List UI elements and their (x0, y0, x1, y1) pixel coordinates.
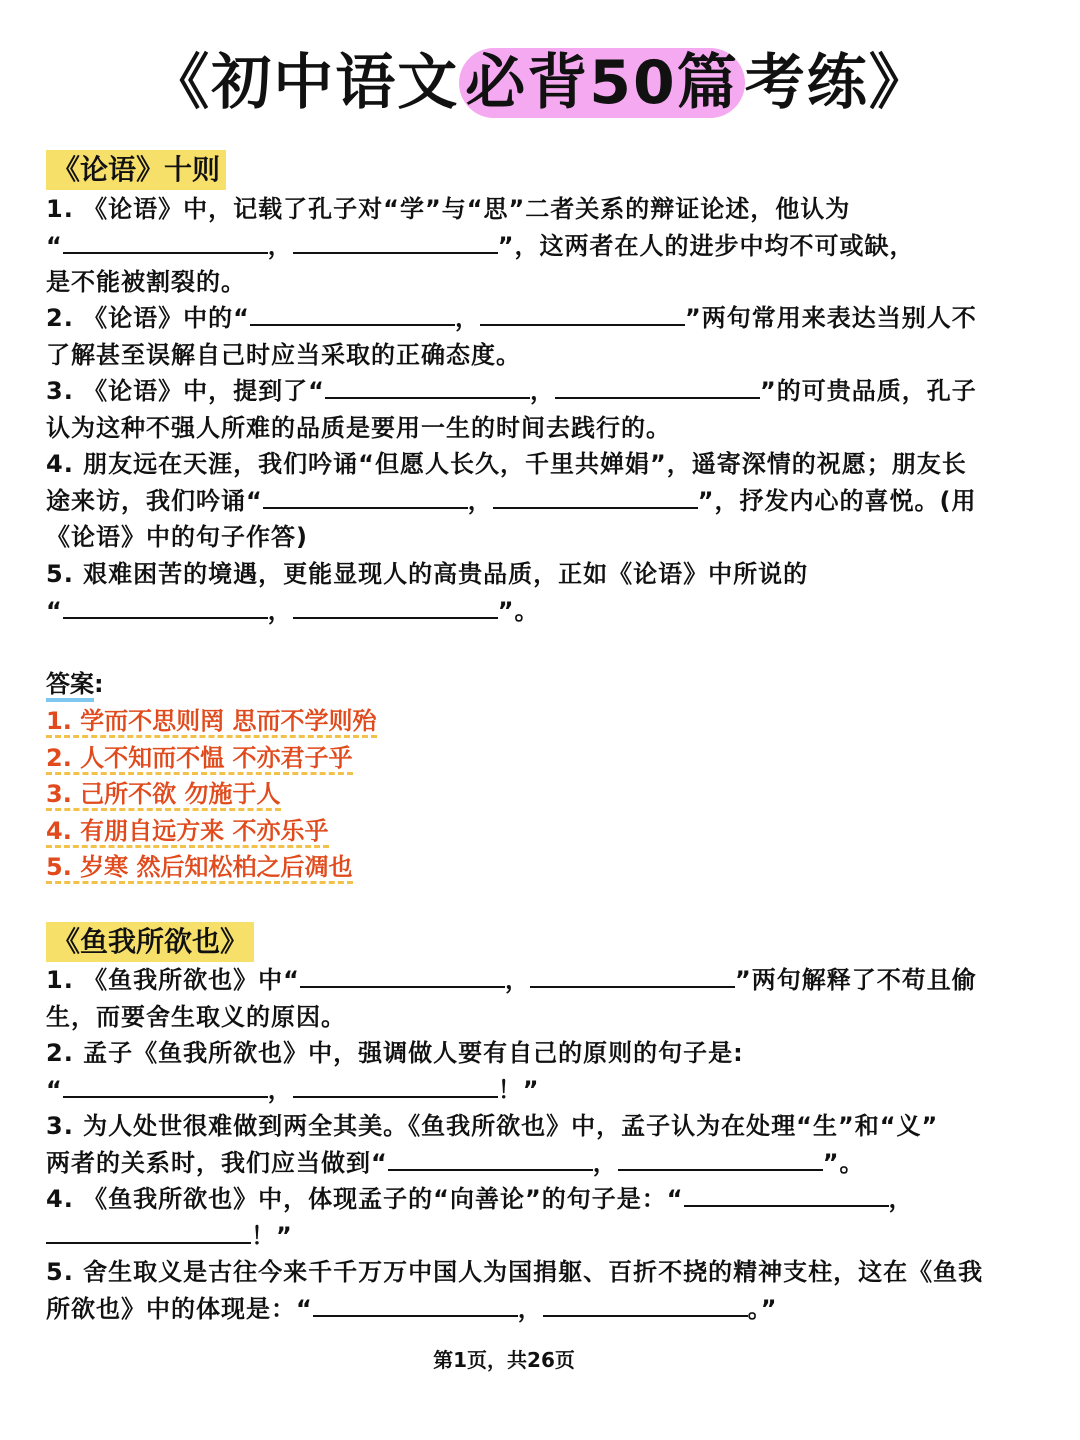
answer-heading: 答案: (46, 666, 104, 702)
answer-blank[interactable] (388, 1147, 593, 1171)
question-2 (46, 1035, 1036, 1108)
question-text: “ ， ”。 (46, 596, 540, 625)
answer-list (46, 703, 377, 886)
answer-blank[interactable] (618, 1147, 823, 1171)
answer-blank[interactable] (493, 485, 698, 509)
question-text: 3. 为人处世很难做到两全其美。《鱼我所欲也》中，孟子认为在处理“生”和“义” (46, 1112, 939, 1140)
question-text: 所欲也》中的体现是：“ ， 。” (46, 1294, 778, 1323)
question-3 (46, 373, 1036, 446)
answer-blank[interactable] (263, 485, 468, 509)
title-highlight: 必背50篇 (459, 48, 745, 118)
question-4 (46, 1181, 1036, 1254)
answer-item: 1. 学而不思则罔 思而不学则殆 (46, 703, 377, 740)
page-title (0, 38, 1080, 128)
question-text: 2. 《论语》中的“ ， ”两句常用来表达当别人不 (46, 304, 977, 332)
answer-item: 3. 己所不欲 勿施于人 (46, 776, 377, 813)
answer-blank[interactable] (480, 302, 685, 326)
answer-blank[interactable] (63, 230, 268, 254)
question-5 (46, 556, 1036, 629)
question-text: 1. 《鱼我所欲也》中“ ， ”两句解释了不苟且偷 (46, 966, 977, 994)
question-text: 了解甚至误解自己时应当采取的正确态度。 (46, 340, 521, 369)
question-text: “ ， ！” (46, 1075, 540, 1104)
title-text-after: 考练》 (744, 48, 931, 118)
question-text: 《论语》中的句子作答) (46, 523, 308, 551)
question-text: 是不能被割裂的。 (46, 268, 246, 296)
page-footer: 第1页，共26页 (433, 1348, 575, 1372)
answer-item: 2. 人不知而不愠 不亦君子乎 (46, 740, 377, 777)
question-text: 两者的关系时，我们应当做到“ ， ”。 (46, 1148, 865, 1177)
question-text: “ ， ”，这两者在人的进步中均不可或缺， (46, 231, 915, 260)
answer-item: 4. 有朋自远方来 不亦乐乎 (46, 813, 377, 850)
answer-blank[interactable] (293, 230, 498, 254)
answer-blank[interactable] (63, 595, 268, 619)
question-1 (46, 191, 1036, 301)
question-text: 4. 《鱼我所欲也》中，体现孟子的“向善论”的句子是：“ ， (46, 1185, 914, 1213)
section-tag-lunyu: 《论语》十则 (46, 150, 226, 190)
answer-blank[interactable] (300, 964, 505, 988)
answer-blank[interactable] (530, 964, 735, 988)
question-text: 4. 朋友远在天涯，我们吟诵“但愿人长久，千里共婵娟”，遥寄深情的祝愿；朋友长 (46, 450, 967, 478)
question-text: 1. 《论语》中，记载了孔子对“学”与“思”二者关系的辩证论述，他认为 (46, 195, 851, 223)
question-5 (46, 1254, 1036, 1327)
answer-blank[interactable] (293, 595, 498, 619)
answer-blank[interactable] (313, 1293, 518, 1317)
question-text: 3. 《论语》中，提到了“ ， ”的可贵品质，孔子 (46, 377, 977, 405)
answer-blank[interactable] (325, 375, 530, 399)
question-1 (46, 962, 1036, 1035)
question-text: 认为这种不强人所难的品质是要用一生的时间去践行的。 (46, 413, 671, 442)
title-text-before: 《初中语文 (149, 48, 460, 118)
answer-blank[interactable] (555, 375, 760, 399)
answer-blank[interactable] (250, 302, 455, 326)
answer-blank[interactable] (543, 1293, 748, 1317)
question-text: ！” (46, 1218, 1036, 1255)
question-2 (46, 300, 1036, 373)
answer-blank[interactable] (63, 1074, 268, 1098)
question-text: 生，而要舍生取义的原因。 (46, 1002, 346, 1031)
question-3 (46, 1108, 1036, 1181)
question-text: 5. 舍生取义是古往今来千千万万中国人为国捐躯、百折不挠的精神支柱，这在《鱼我 (46, 1258, 984, 1286)
question-text: 5. 艰难困苦的境遇，更能显现人的高贵品质，正如《论语》中所说的 (46, 560, 809, 588)
question-text: 途来访，我们吟诵“ ， ”，抒发内心的喜悦。(用 (46, 486, 977, 515)
question-text: 2. 孟子《鱼我所欲也》中，强调做人要有自己的原则的句子是: (46, 1039, 744, 1067)
section-tag-yuwo: 《鱼我所欲也》 (46, 922, 254, 962)
answer-item: 5. 岁寒 然后知松柏之后凋也 (46, 849, 377, 886)
question-4 (46, 446, 1036, 556)
answer-blank[interactable] (46, 1220, 251, 1244)
answer-blank[interactable] (684, 1183, 889, 1207)
answer-blank[interactable] (293, 1074, 498, 1098)
